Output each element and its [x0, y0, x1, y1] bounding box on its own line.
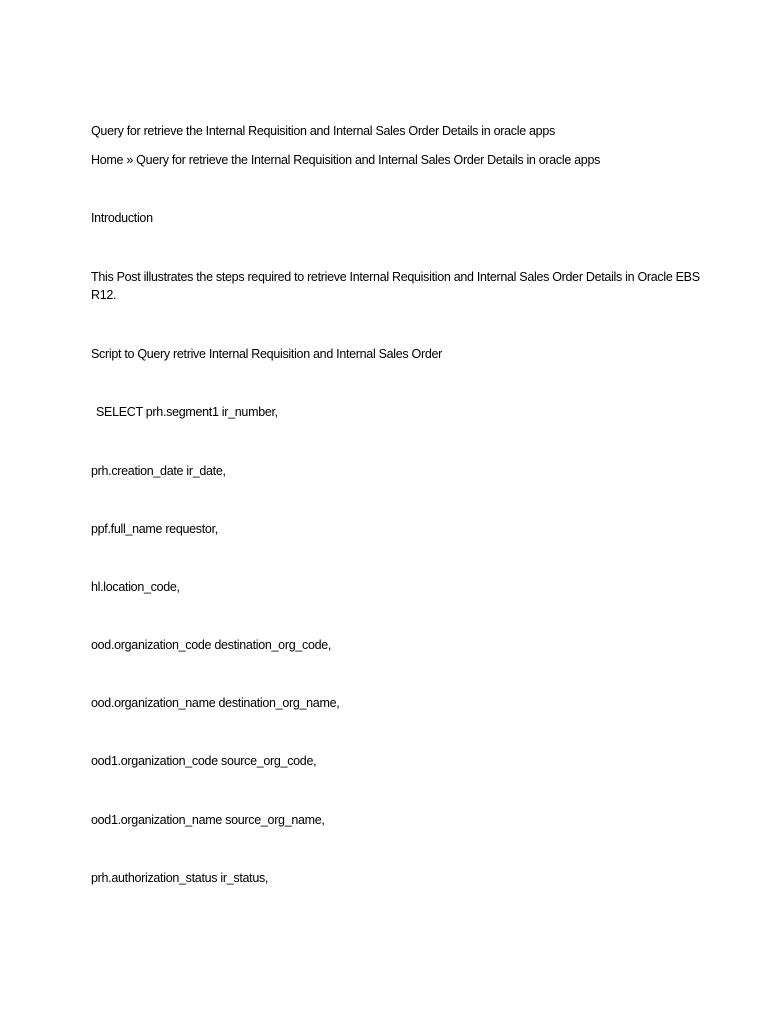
sql-line: hl.location_code,	[91, 580, 180, 594]
sql-line: ood1.organization_code source_org_code,	[91, 754, 317, 768]
sql-line: ood.organization_code destination_org_code,	[91, 638, 332, 652]
sql-line: SELECT prh.segment1 ir_number,	[96, 405, 278, 419]
document-title: Query for retrieve the Internal Requisition and Internal Sales Order Details in oracle apps	[91, 124, 555, 138]
script-heading: Script to Query retrive Internal Requisition and Internal Sales Order	[91, 347, 443, 361]
sql-line: ood.organization_name destination_org_name,	[91, 696, 340, 710]
sql-line: prh.authorization_status ir_status,	[91, 871, 269, 885]
breadcrumb: Home » Query for retrieve the Internal Requisition and Internal Sales Order Details in oracle apps	[91, 153, 601, 167]
sql-line: prh.creation_date ir_date,	[91, 464, 226, 478]
intro-heading: Introduction	[91, 211, 153, 225]
sql-line: ppf.full_name requestor,	[91, 522, 218, 536]
intro-paragraph: This Post illustrates the steps required to retrieve Internal Requisition and Internal Sales Order Details in Oracle EBS R12.	[91, 270, 700, 302]
sql-line: ood1.organization_name source_org_name,	[91, 813, 325, 827]
